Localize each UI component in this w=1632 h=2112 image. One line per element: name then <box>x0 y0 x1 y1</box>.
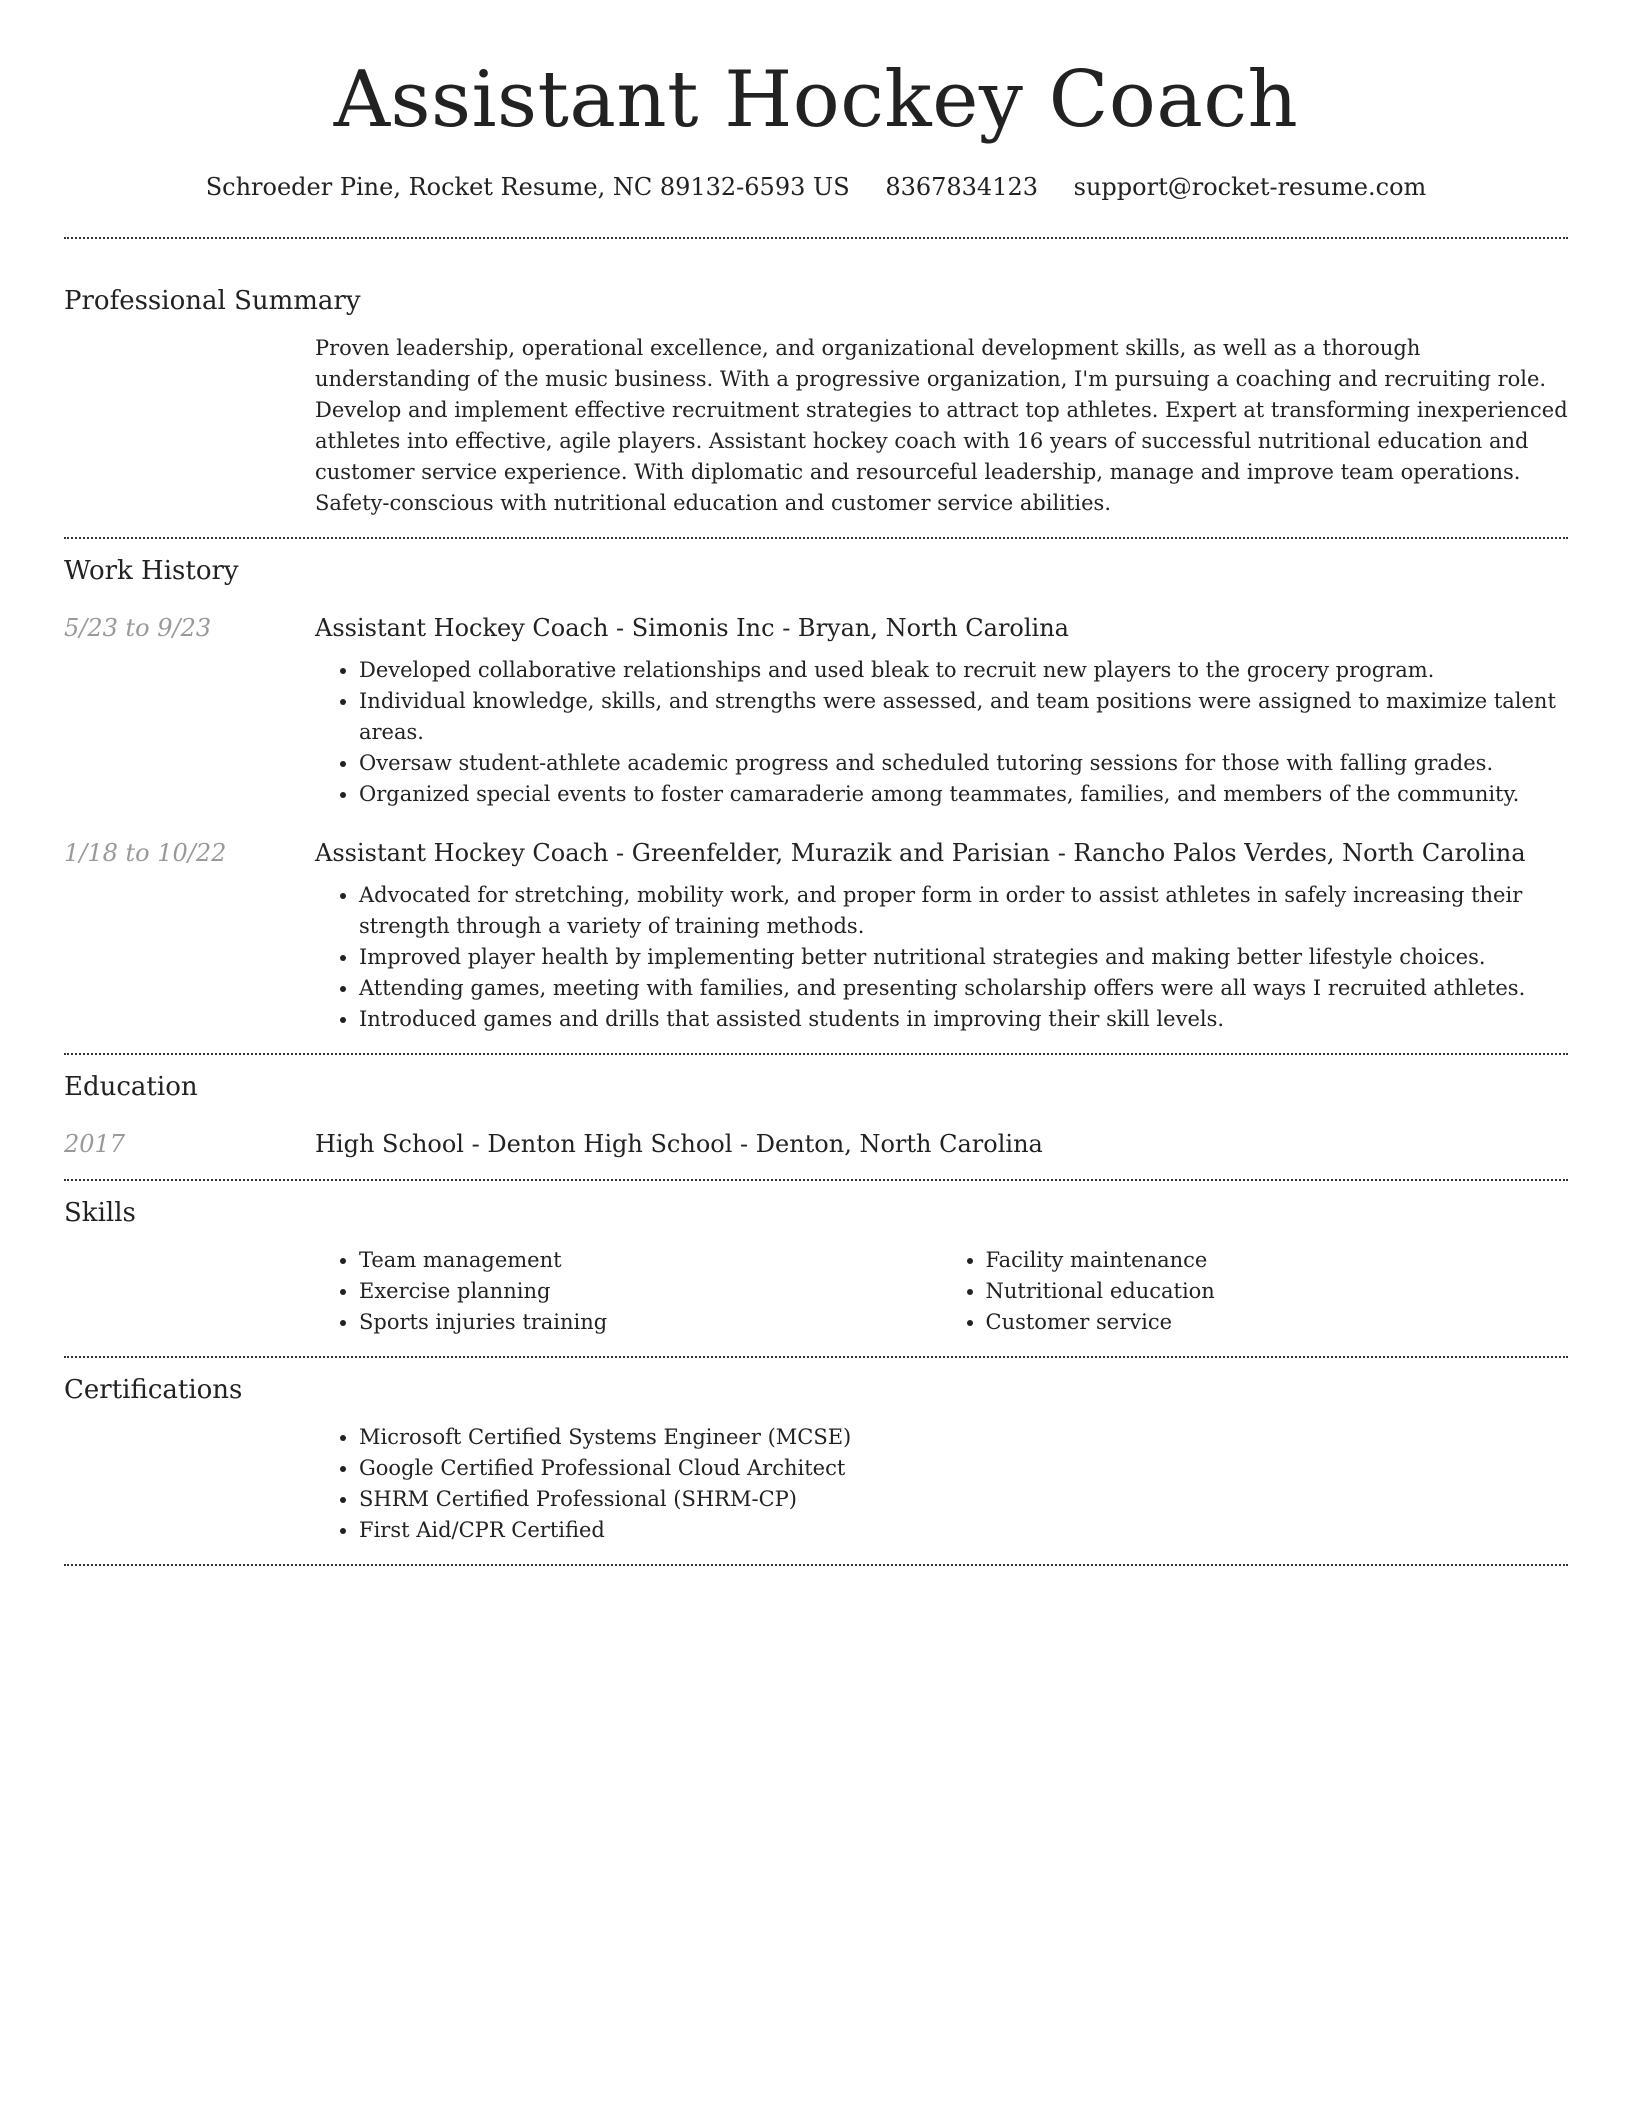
list-item: • Attending games, meeting with families, and presenting scholarship offers were all ways I recruited athletes. <box>359 973 1568 1004</box>
contact-line <box>64 170 1568 204</box>
list-item: • Oversaw student-athlete academic progress and scheduled tutoring sessions for those with falling grades. <box>359 748 1568 779</box>
contact-address: Schroeder Pine, Rocket Resume, NC 89132-6593 US <box>205 173 850 201</box>
summary-text: Proven leadership, operational excellence, and organizational development skills, as well as a thorough understanding of the music business. With a progressive organization, I'm pursuing a coaching and recruiting role. Develop and implement effective recruitment strategies to attract top athletes. Expert at transforming inexperienced athletes into effective, agile players. Assistant hockey coach with 16 years of successful nutritional education and customer service experience. With diplomatic and resourceful leadership, manage and improve team operations. Safety-conscious with nutritional education and customer service abilities. <box>315 336 1568 515</box>
list-item: • Introduced games and drills that assisted students in improving their skill levels. <box>359 1004 1568 1035</box>
list-item: • Advocated for stretching, mobility work, and proper form in order to assist athletes in safely increasing their strength through a variety of training methods. <box>359 880 1568 942</box>
list-item: • First Aid/CPR Certified <box>359 1515 1568 1546</box>
skills-grid <box>315 1245 1568 1338</box>
candidate-name: Assistant Hockey Coach <box>333 55 1299 145</box>
job-bullets <box>315 880 1568 1035</box>
skills-row <box>64 1245 1568 1338</box>
job-heading: Assistant Hockey Coach - Simonis Inc - Bryan, North Carolina <box>315 614 1069 642</box>
list-item: • Sports injuries training <box>359 1307 942 1338</box>
list-item: • Google Certified Professional Cloud Architect <box>359 1453 1568 1484</box>
list-item: • Facility maintenance <box>986 1245 1569 1276</box>
job-dates: 1/18 to 10/22 <box>64 839 227 867</box>
list-item: • Customer service <box>986 1307 1569 1338</box>
education-section <box>64 1055 1568 1179</box>
certifications-bullets <box>315 1422 1568 1546</box>
job-entry <box>64 836 1568 1035</box>
list-item: • Exercise planning <box>359 1276 942 1307</box>
summary-section <box>64 239 1568 537</box>
education-heading: High School - Denton High School - Denton, North Carolina <box>315 1130 1043 1158</box>
summary-row <box>64 333 1568 519</box>
list-item: • Team management <box>359 1245 942 1276</box>
list-item: • Developed collaborative relationships and used bleak to recruit new players to the grocery program. <box>359 655 1568 686</box>
education-entry <box>64 1127 1568 1161</box>
job-details <box>315 611 1568 810</box>
list-item: • Organized special events to foster camaraderie among teammates, families, and members of the community. <box>359 779 1568 810</box>
summary-left-spacer <box>64 333 315 519</box>
education-title: Education <box>64 1072 198 1102</box>
skills-left-spacer <box>64 1245 315 1338</box>
certifications-row <box>64 1422 1568 1546</box>
education-year: 2017 <box>64 1130 126 1158</box>
summary-title: Professional Summary <box>64 286 361 316</box>
job-dates: 5/23 to 9/23 <box>64 614 212 642</box>
summary-body <box>315 333 1568 519</box>
list-item: • Nutritional education <box>986 1276 1569 1307</box>
certifications-left-spacer <box>64 1422 315 1546</box>
section-divider <box>64 1564 1568 1566</box>
skills-column-right <box>942 1245 1569 1338</box>
contact-phone: 8367834123 <box>885 173 1039 201</box>
work-history-title: Work History <box>64 556 239 586</box>
list-item: • Individual knowledge, skills, and strengths were assessed, and team positions were assigned to maximize talent areas. <box>359 686 1568 748</box>
contact-email: support@rocket-resume.com <box>1073 173 1427 201</box>
skills-title: Skills <box>64 1198 136 1228</box>
job-details <box>315 836 1568 1035</box>
job-bullets <box>315 655 1568 810</box>
certifications-section <box>64 1358 1568 1564</box>
resume-header <box>64 0 1568 204</box>
skills-list <box>315 1245 1568 1338</box>
work-history-section <box>64 539 1568 1053</box>
job-heading: Assistant Hockey Coach - Greenfelder, Murazik and Parisian - Rancho Palos Verdes, North Carolina <box>315 839 1526 867</box>
education-details <box>315 1127 1568 1161</box>
certifications-title: Certifications <box>64 1375 243 1405</box>
list-item: • Improved player health by implementing better nutritional strategies and making better lifestyle choices. <box>359 942 1568 973</box>
skills-column-left <box>315 1245 942 1338</box>
list-item: • SHRM Certified Professional (SHRM-CP) <box>359 1484 1568 1515</box>
job-entry <box>64 611 1568 810</box>
list-item: • Microsoft Certified Systems Engineer (MCSE) <box>359 1422 1568 1453</box>
skills-section <box>64 1181 1568 1356</box>
certifications-list <box>315 1422 1568 1546</box>
